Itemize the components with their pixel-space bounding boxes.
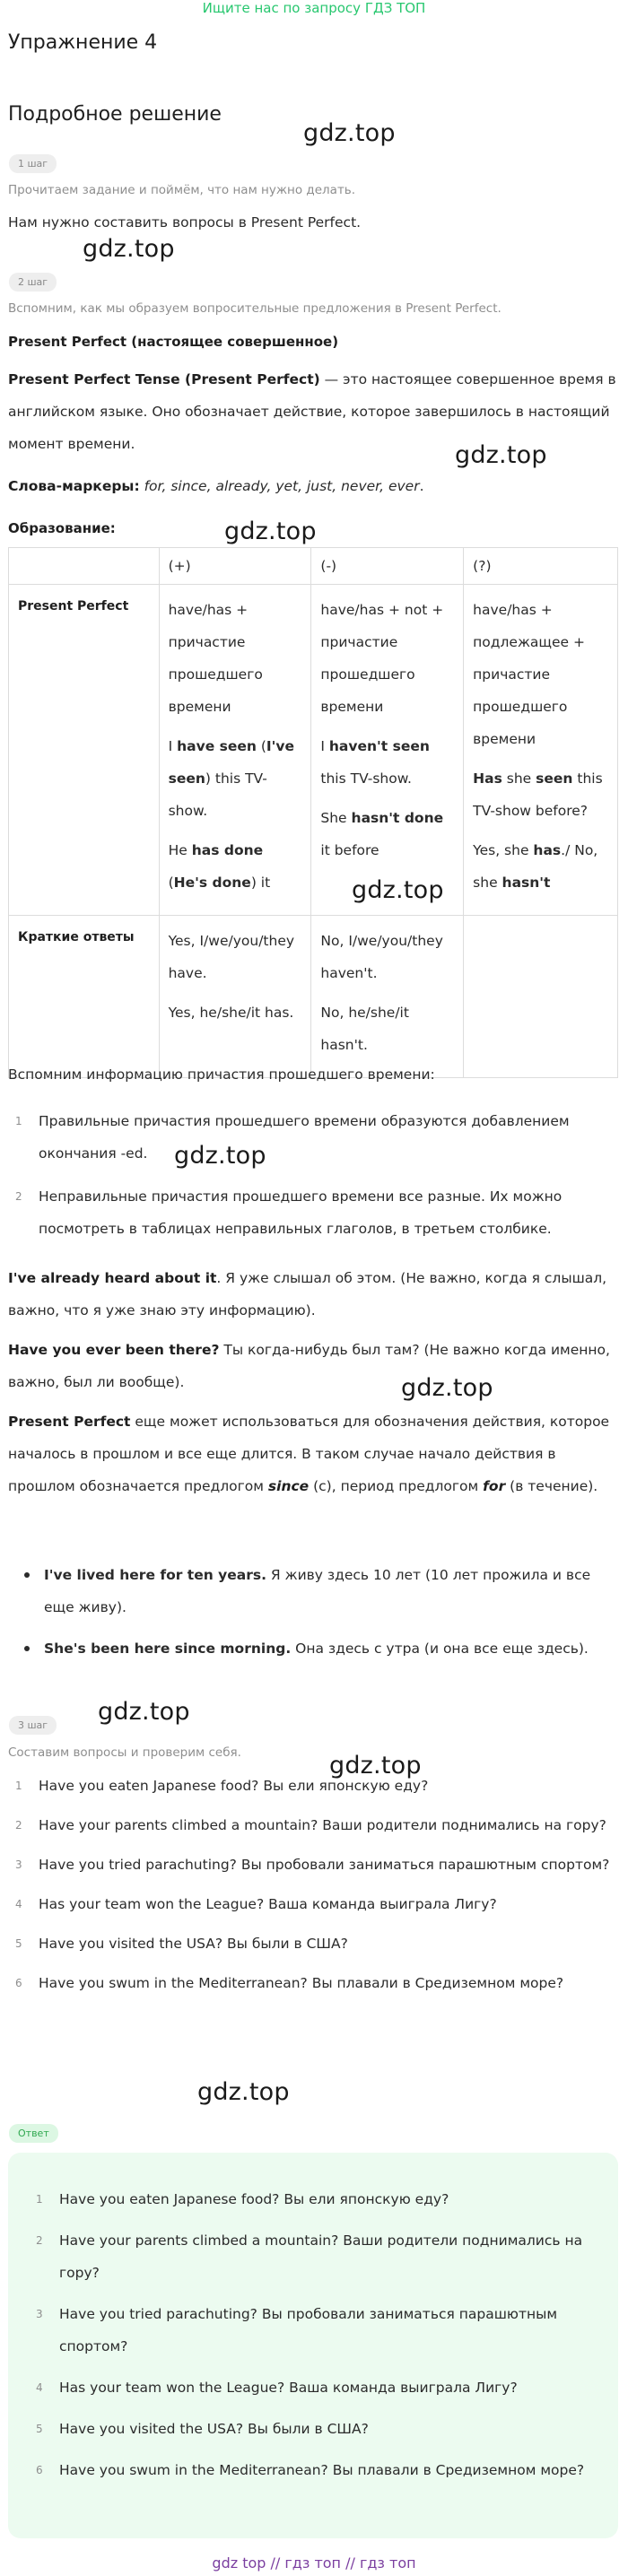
list-item: 5 Have you visited the USA? Вы были в США? (15, 1936, 348, 1952)
watermark: gdz.top (329, 1752, 422, 1780)
watermark: gdz.top (98, 1698, 190, 1726)
list-item: 4 Has your team won the League? Ваша команда выиграла Лигу? (36, 2380, 518, 2396)
formation-label: Образование: (8, 520, 116, 536)
participle-intro: Вспомним информацию причастия прошедшего времени: (8, 1066, 435, 1083)
step-1-text: Нам нужно составить вопросы в Present Perfect. (8, 214, 362, 231)
table-cell-question: have/has + подлежащее + причастие прошедшего времени Has she seen this TV-show before? Yes, she has./ No, she hasn't (464, 585, 618, 916)
table-header-minus: (-) (311, 548, 464, 585)
page-title: Упражнение 4 (8, 31, 158, 54)
watermark: gdz.top (83, 235, 175, 263)
list-item: 2 Have your parents climbed a mountain? Ваши родители поднимались на гору? (15, 1817, 606, 1833)
table-cell (9, 548, 160, 585)
present-perfect-heading: Present Perfect (настоящее совершенное) (8, 334, 339, 350)
table-row (9, 916, 618, 1078)
table-cell-plus: have/has + причастие прошедшего времени I have seen (I've seen) this TV-show. He has done (He's done) it (159, 585, 311, 916)
list-item: 2 Have your parents climbed a mountain? Ваши родители поднимались на гору? (36, 2232, 583, 2281)
watermark: gdz.top (303, 119, 396, 147)
list-item: I've lived here for ten years. Я живу здесь 10 лет (10 лет прожила и все еще живу). (8, 1559, 618, 1623)
list-item: 1 Правильные причастия прошедшего времени образуются добавлением окончания -ed. (15, 1113, 570, 1162)
participle-list (8, 1105, 618, 1245)
table-header-question: (?) (464, 548, 618, 585)
watermark: gdz.top (352, 876, 444, 904)
table-header-plus: (+) (159, 548, 311, 585)
top-search-link[interactable]: Ищите нас по запросу ГДЗ ТОП (202, 0, 426, 16)
watermark: gdz.top (401, 1374, 493, 1402)
table-cell-short-minus: No, I/we/you/they haven't. No, he/she/it hasn't. (311, 916, 464, 1078)
definition-term: Present Perfect Tense (Present Perfect) (8, 371, 320, 387)
step-1-hint: Прочитаем задание и поймём, что нам нужно делать. (8, 183, 356, 197)
row-head-short-answers: Краткие ответы (9, 916, 160, 1078)
formation-table (8, 547, 618, 1078)
watermark: gdz.top (224, 518, 317, 545)
watermark: gdz.top (197, 2078, 290, 2106)
answer-badge: Ответ (9, 2124, 58, 2143)
list-item: 6 Have you swum in the Mediterranean? Вы плавали в Средиземном море? (36, 2462, 585, 2478)
markers-line: Слова-маркеры: for, since, already, yet, just, never, ever. (8, 478, 424, 494)
step-3-badge: 3 шаг (9, 1716, 57, 1735)
list-item: 2 Неправильные причастия прошедшего времени все разные. Их можно посмотреть в таблицах неправильных глаголов, в третьем столбике. (15, 1188, 563, 1237)
examples-list (8, 1559, 618, 1665)
section-title: Подробное решение (8, 103, 222, 126)
questions-list (8, 1770, 618, 1999)
example-already: I've already heard about it. Я уже слышал об этом. (Не важно, когда я слышал, важно, что я уже знаю эту информацию). (8, 1270, 607, 1318)
list-item: 6 Have you swum in the Mediterranean? Вы плавали в Средиземном море? (15, 1975, 564, 1991)
step-2-badge: 2 шаг (9, 273, 57, 292)
row-head-present-perfect: Present Perfect (9, 585, 160, 916)
watermark: gdz.top (455, 441, 547, 469)
list-item: 1 Have you eaten Japanese food? Вы ели японскую еду? (36, 2191, 449, 2207)
list-item: 4 Has your team won the League? Ваша команда выиграла Лигу? (15, 1896, 497, 1912)
example-ever: Have you ever been there? Ты когда-нибудь был там? (Не важно когда именно, важно, был ли вообще). (8, 1342, 610, 1390)
present-perfect-definition: Present Perfect Tense (Present Perfect) — это настоящее совершенное время в английском языке. Оно обозначает действие, которое завершилось в настоящий момент времени. (8, 371, 616, 452)
table-cell (464, 916, 618, 1078)
step-1-badge: 1 шаг (9, 154, 57, 173)
list-item: 3 Have you tried parachuting? Вы пробовали заниматься парашютным спортом? (36, 2306, 558, 2354)
table-row (9, 548, 618, 585)
step-2-hint: Вспомним, как мы образуем вопросительные предложения в Present Perfect. (8, 301, 502, 316)
watermark: gdz.top (174, 1142, 266, 1170)
table-row (9, 585, 618, 916)
markers-list: for, since, already, yet, just, never, ever (139, 478, 420, 494)
markers-label: Слова-маркеры: (8, 478, 140, 494)
answer-list (29, 2183, 603, 2486)
step-3-hint: Составим вопросы и проверим себя. (8, 1745, 241, 1760)
footer-links[interactable]: gdz top // гдз топ // гдз топ (212, 2554, 416, 2572)
table-cell-minus: have/has + not + причастие прошедшего времени I haven't seen this TV-show. She hasn't done it before (311, 585, 464, 916)
list-item: 3 Have you tried parachuting? Вы пробовали заниматься парашютным спортом? (15, 1857, 610, 1873)
present-perfect-continuing: Present Perfect еще может использоваться для обозначения действия, которое началось в прошлом и все еще длится. В таком случае начало действия в прошлом обозначается предлогом since (с), период предлогом for (в течение). (8, 1414, 610, 1494)
list-item: 1 Have you eaten Japanese food? Вы ели японскую еду? (15, 1778, 429, 1794)
list-item: She's been here since morning. Она здесь с утра (и она все еще здесь). (8, 1632, 618, 1665)
table-cell-short-plus: Yes, I/we/you/they have. Yes, he/she/it has. (159, 916, 311, 1078)
list-item: 5 Have you visited the USA? Вы были в США? (36, 2421, 369, 2437)
